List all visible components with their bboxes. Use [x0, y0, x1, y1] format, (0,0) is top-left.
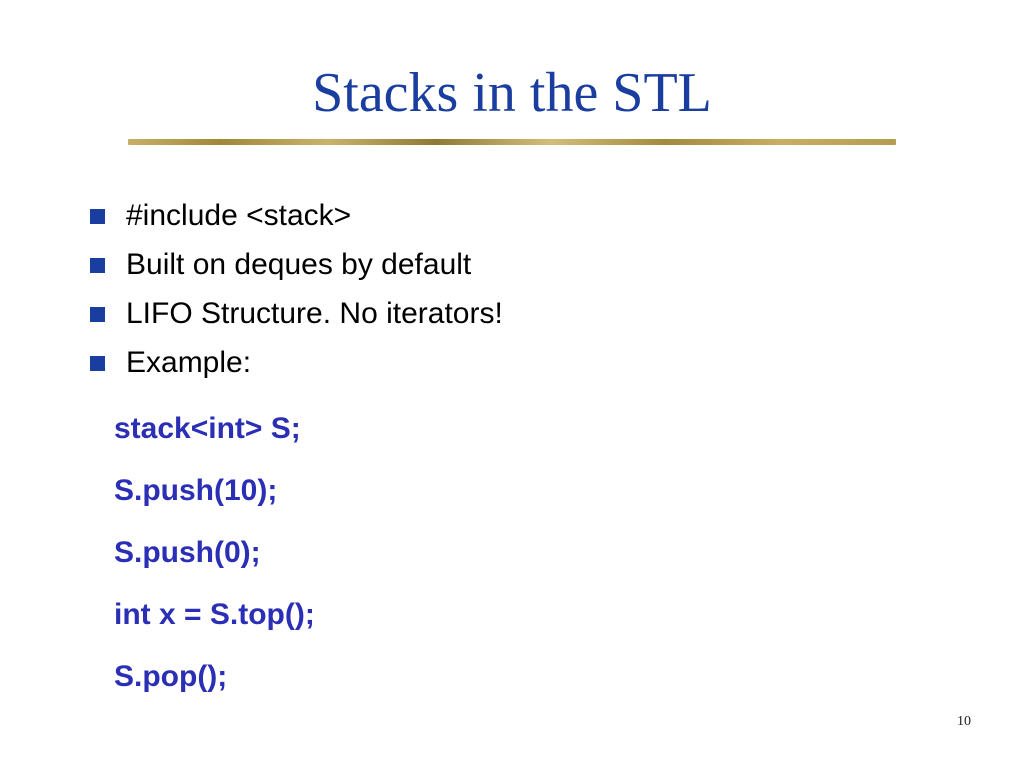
bullet-text: Example: — [126, 346, 252, 379]
title-divider — [128, 139, 896, 145]
bullet-item — [90, 294, 503, 343]
bullet-text: Built on deques by default — [126, 248, 472, 281]
slide-title: Stacks in the STL — [312, 62, 712, 124]
bullet-text: LIFO Structure. No iterators! — [126, 297, 503, 330]
code-line: S.push(10); — [114, 474, 278, 507]
bullet-text: #include <stack> — [126, 199, 352, 232]
bullet-item — [90, 196, 503, 245]
code-line: int x = S.top(); — [114, 598, 315, 631]
bullet-item — [90, 343, 503, 392]
square-bullet-icon — [90, 258, 105, 273]
square-bullet-icon — [90, 356, 105, 371]
square-bullet-icon — [90, 307, 105, 322]
bullet-item — [90, 245, 503, 294]
code-line: S.push(0); — [114, 536, 261, 569]
square-bullet-icon — [90, 209, 105, 224]
code-line: stack<int> S; — [114, 412, 301, 445]
page-number: 10 — [957, 714, 971, 729]
bullet-list — [90, 196, 503, 392]
code-example — [114, 404, 315, 714]
code-line: S.pop(); — [114, 660, 228, 693]
